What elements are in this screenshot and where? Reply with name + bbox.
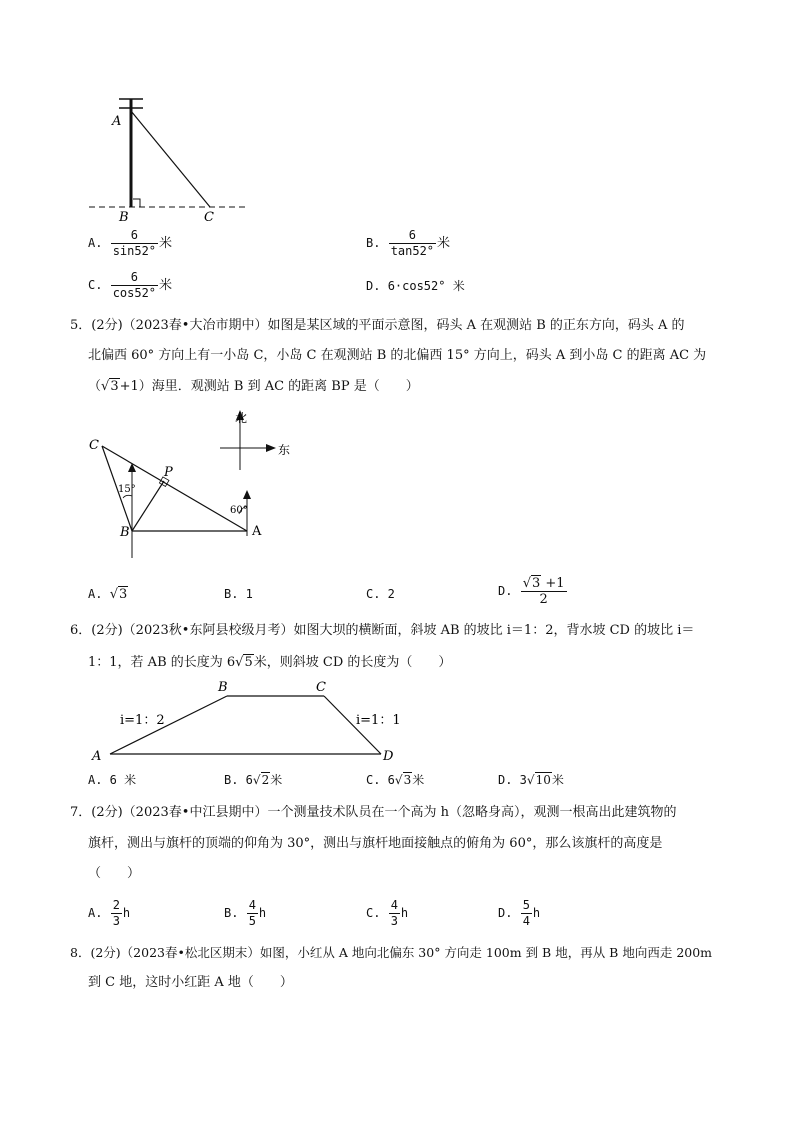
q5-figure: [84, 408, 299, 568]
q4-label-c: C: [204, 210, 214, 225]
q4-option-a: A. $\frac{6}{\sin 52^\circ}$ 米: [88, 228, 173, 258]
q5-option-c: C. 2: [366, 587, 395, 601]
q5-label-a: A: [252, 524, 262, 539]
q5-label-c: C: [89, 438, 99, 453]
q5-east-label: 东: [278, 443, 291, 457]
q5-angle-15: 15°: [118, 484, 136, 495]
q6-option-c: C. 6√3米: [366, 773, 425, 787]
q6-slope-ab: i=1：2: [120, 713, 165, 728]
q6-stem-line2: 1：1，若 AB 的长度为 6√5米，则斜坡 CD 的长度为（ ）: [88, 655, 452, 670]
q6-slope-cd: i=1：1: [356, 713, 401, 728]
q6-option-b: B. 6√2米: [224, 773, 283, 787]
q5-label-p: P: [164, 465, 173, 480]
q7-option-a: A. $\frac{2}{3}$ h: [88, 898, 131, 928]
q4-figure: [85, 95, 255, 225]
q5-stem-line2: 北偏西 60° 方向上有一小岛 C，小岛 C 在观测站 B 的北偏西 15° 方向上，码头 A 到小岛 C 的距离 AC 为: [88, 348, 707, 363]
q6-label-d: D: [383, 749, 394, 764]
q7-option-d: D. $\frac{5}{4}$ h: [498, 898, 541, 928]
q4-option-c: C. $\frac{6}{\cos 52^\circ}$ 米: [88, 270, 173, 300]
q4-label-a: A: [112, 114, 122, 129]
q6-stem-line1: 6．(2分)（2023秋•东阿县校级月考）如图大坝的横断面，斜坡 AB 的坡比 i＝1：2，背水坡 CD 的坡比 i＝: [70, 623, 695, 638]
q5-label-b: B: [120, 525, 130, 540]
q8-stem-line1: 8．(2分)（2023春•松北区期末）如图，小红从 A 地向北偏东 30° 方向走 100m 到 B 地，再从 B 地向西走 200m: [70, 945, 713, 960]
q6-label-a: A: [92, 749, 102, 764]
q5-stem-line1: 5．(2分)（2023春•大冶市期中）如图是某区域的平面示意图，码头 A 在观测站 B 的正东方向，码头 A 的: [70, 318, 685, 333]
q6-option-a: A. 6 米: [88, 773, 137, 787]
q5-option-b: B. 1: [224, 587, 253, 601]
q7-stem-line3: （ ）: [88, 866, 141, 881]
q8-stem-line2: 到 C 地，这时小红距 A 地（ ）: [88, 975, 293, 990]
q5-option-d: D. $\frac{√3 +1}{2}$: [498, 576, 565, 607]
q4-option-b: B. $\frac{6}{\tan 52^\circ}$ 米: [366, 228, 451, 258]
q6-option-d: D. 3√10米: [498, 773, 564, 787]
q6-figure: [86, 676, 416, 766]
q4-option-d: D. 6·cos52° 米: [366, 279, 465, 293]
q7-stem-line1: 7．(2分)（2023春•中江县期中）一个测量技术队员在一个高为 h（忽略身高），观测一根高出此建筑物的: [70, 805, 677, 820]
q5-north-label: 北: [235, 411, 248, 425]
q5-option-a: A. √3: [88, 587, 128, 602]
q5-angle-60: 60°: [230, 505, 248, 516]
q6-label-c: C: [316, 680, 326, 695]
q7-option-c: C. $\frac{4}{3}$ h: [366, 898, 409, 928]
q4-label-b: B: [119, 210, 129, 225]
q5-stem-line3: （√3+1）海里．观测站 B 到 AC 的距离 BP 是（ ）: [88, 379, 419, 394]
q6-label-b: B: [218, 680, 228, 695]
q7-option-b: B. $\frac{4}{5}$ h: [224, 898, 267, 928]
q7-stem-line2: 旗杆，测出与旗杆的顶端的仰角为 30°，测出与旗杆地面接触点的俯角为 60°，那么该旗杆的高度是: [88, 836, 663, 851]
